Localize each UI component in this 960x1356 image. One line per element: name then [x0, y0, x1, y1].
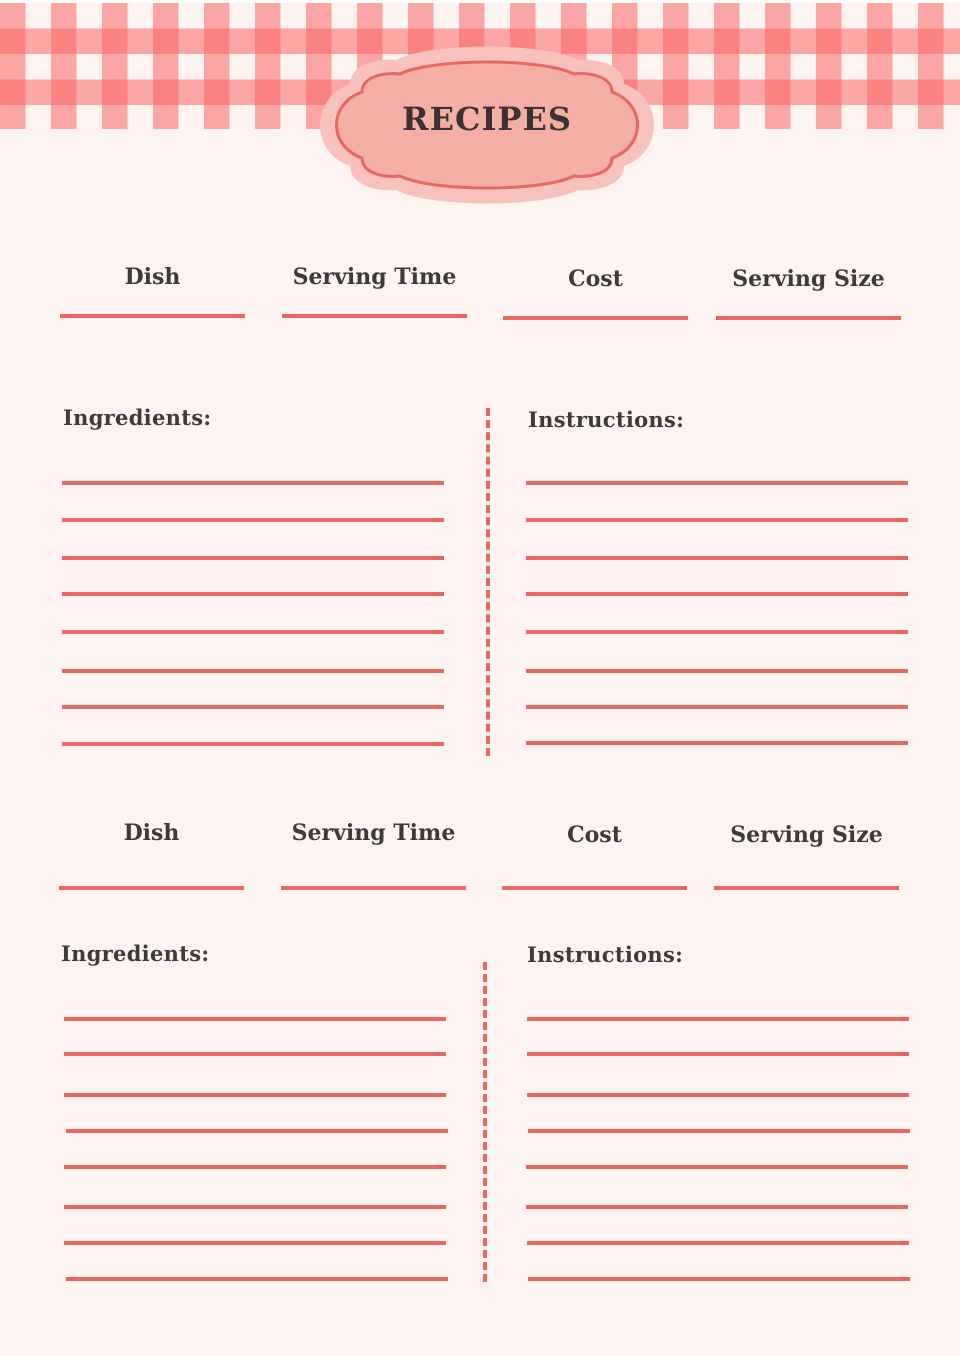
serving-size-field[interactable]	[716, 264, 901, 294]
instruction-line[interactable]	[528, 1277, 910, 1281]
column-divider	[486, 408, 490, 756]
ingredient-line[interactable]	[66, 1129, 448, 1133]
dish-field[interactable]	[59, 818, 244, 848]
dish-field[interactable]	[60, 262, 245, 292]
serving-time-label: Serving Time	[292, 264, 457, 290]
dish-label: Dish	[123, 820, 180, 846]
instruction-line[interactable]	[528, 1129, 910, 1133]
instruction-line[interactable]	[526, 1165, 908, 1169]
instruction-line[interactable]	[526, 518, 908, 522]
instruction-line[interactable]	[526, 741, 908, 745]
instruction-line[interactable]	[526, 481, 908, 485]
serving-size-underline	[716, 316, 901, 320]
serving-time-field[interactable]	[281, 818, 466, 848]
ingredient-line[interactable]	[64, 1165, 446, 1169]
ingredient-line[interactable]	[66, 1277, 448, 1281]
cost-field[interactable]	[502, 820, 687, 850]
cost-underline	[502, 886, 687, 890]
page-title: RECIPES	[402, 100, 572, 138]
serving-size-field[interactable]	[714, 820, 899, 850]
serving-size-label: Serving Size	[732, 266, 885, 292]
instruction-line[interactable]	[527, 1093, 909, 1097]
cost-label: Cost	[568, 266, 623, 292]
ingredient-line[interactable]	[62, 705, 444, 709]
cost-label: Cost	[567, 822, 622, 848]
instruction-line[interactable]	[526, 705, 908, 709]
dish-underline	[60, 314, 245, 318]
cost-field[interactable]	[503, 264, 688, 294]
instruction-line[interactable]	[527, 1241, 909, 1245]
instruction-line[interactable]	[526, 1205, 908, 1209]
ingredient-line[interactable]	[62, 481, 444, 485]
column-divider	[483, 962, 487, 1282]
cost-underline	[503, 316, 688, 320]
ingredient-line[interactable]	[62, 669, 444, 673]
ingredient-line[interactable]	[62, 592, 444, 596]
instruction-line[interactable]	[526, 669, 908, 673]
serving-size-label: Serving Size	[730, 822, 883, 848]
ingredient-line[interactable]	[64, 1205, 446, 1209]
ingredient-line[interactable]	[62, 556, 444, 560]
ingredients-heading: Ingredients:	[61, 941, 210, 966]
instruction-line[interactable]	[526, 592, 908, 596]
ingredient-line[interactable]	[64, 1017, 446, 1021]
instruction-line[interactable]	[526, 556, 908, 560]
dish-underline	[59, 886, 244, 890]
serving-time-field[interactable]	[282, 262, 467, 292]
ingredient-line[interactable]	[62, 742, 444, 746]
instructions-heading: Instructions:	[528, 407, 685, 432]
serving-time-underline	[281, 886, 466, 890]
ingredient-line[interactable]	[64, 1093, 446, 1097]
serving-time-label: Serving Time	[291, 820, 456, 846]
dish-label: Dish	[124, 264, 181, 290]
serving-time-underline	[282, 314, 467, 318]
ingredient-line[interactable]	[62, 518, 444, 522]
ingredient-line[interactable]	[62, 630, 444, 634]
instruction-line[interactable]	[526, 630, 908, 634]
instructions-heading: Instructions:	[527, 942, 684, 967]
instruction-line[interactable]	[527, 1052, 909, 1056]
title-plaque	[310, 36, 664, 214]
ingredients-heading: Ingredients:	[63, 405, 212, 430]
serving-size-underline	[714, 886, 899, 890]
instruction-line[interactable]	[527, 1017, 909, 1021]
ingredient-line[interactable]	[64, 1052, 446, 1056]
ingredient-line[interactable]	[64, 1241, 446, 1245]
